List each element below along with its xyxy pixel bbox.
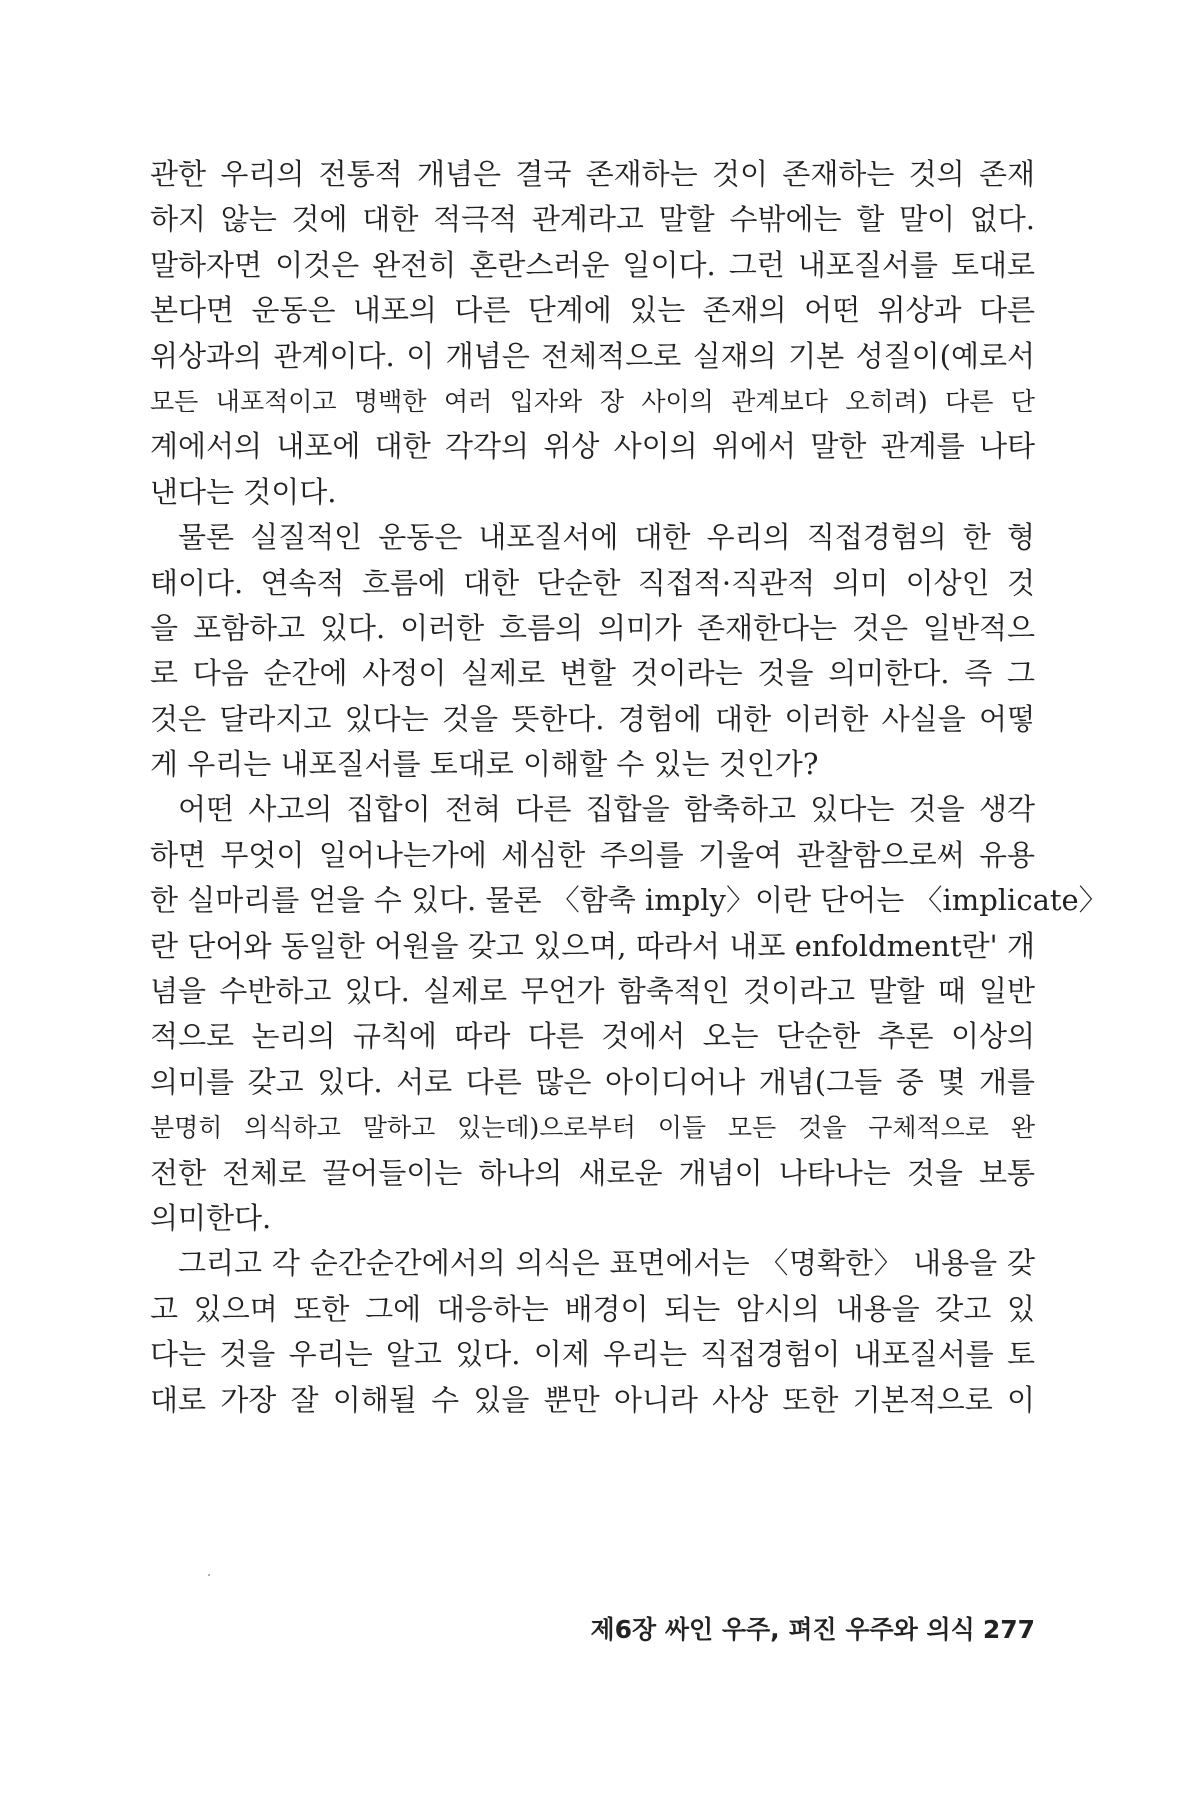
body-text (150, 152, 1108, 1423)
paragraph-start-line: 그리고 각 순간순간에서의 의식은 표면에서는 〈명확한〉 내용을 갖 (178, 1246, 1035, 1281)
text-line: 것은 달라지고 있다는 것을 뜻한다. 경험에 대한 이러한 사실을 어떻 (150, 701, 1035, 736)
text-line: 낸다는 것이다. (150, 474, 337, 509)
text-line: 한 실마리를 얻을 수 있다. 물론 〈함축 imply〉이란 단어는 〈implicate〉 (150, 883, 1108, 918)
page-number: 277 (982, 1615, 1035, 1644)
text-line: 대로 가장 잘 이해될 수 있을 뿐만 아니라 사상 또한 기본적으로 이 (150, 1382, 1035, 1417)
text-line: 계에서의 내포에 대한 각각의 위상 사이의 위에서 말한 관계를 나타 (150, 429, 1035, 464)
text-line: 게 우리는 내포질서를 토대로 이해할 수 있는 것인가? (150, 747, 819, 782)
text-line: 의미를 갖고 있다. 서로 다른 많은 아이디어나 개념(그들 중 몇 개를 (150, 1064, 1035, 1099)
text-line: 념을 수반하고 있다. 실제로 무언가 함축적인 것이라고 말할 때 일반 (150, 974, 1035, 1009)
running-head: 제6장 싸인 우주, 펴진 우주와 의식 (590, 1615, 975, 1644)
text-line: 본다면 운동은 내포의 다른 단계에 있는 존재의 어떤 위상과 다른 (150, 293, 1035, 328)
text-line: 을 포함하고 있다. 이러한 흐름의 의미가 존재한다는 것은 일반적으 (150, 610, 1035, 645)
text-line: 하면 무엇이 일어나는가에 세심한 주의를 기울여 관찰함으로써 유용 (150, 837, 1035, 872)
text-line: 적으로 논리의 규칙에 따라 다른 것에서 오는 단순한 추론 이상의 (150, 1019, 1035, 1054)
text-line: 태이다. 연속적 흐름에 대한 단순한 직접적·직관적 의미 이상인 것 (150, 565, 1035, 600)
text-line: 고 있으며 또한 그에 대응하는 배경이 되는 암시의 내용을 갖고 있 (150, 1291, 1035, 1326)
paragraph-start-line: 어떤 사고의 집합이 전혀 다른 집합을 함축하고 있다는 것을 생각 (178, 792, 1035, 827)
page-footer (590, 1610, 1035, 1646)
text-line: 로 다음 순간에 사정이 실제로 변할 것이라는 것을 의미한다. 즉 그 (150, 656, 1035, 691)
text-line: 분명히 의식하고 말하고 있는데)으로부터 이들 모든 것을 구체적으로 완 (150, 1113, 1035, 1143)
text-line: 모든 내포적이고 명백한 여러 입자와 장 사이의 관계보다 오히려) 다른 단 (150, 386, 1035, 416)
text-line: 하지 않는 것에 대한 적극적 관계라고 말할 수밖에는 할 말이 없다. (150, 202, 1035, 237)
text-line: 말하자면 이것은 완전히 혼란스러운 일이다. 그런 내포질서를 토대로 (150, 247, 1035, 282)
paragraph-start-line: 물론 실질적인 운동은 내포질서에 대한 우리의 직접경험의 한 형 (178, 520, 1035, 555)
text-line: 란 단어와 동일한 어원을 갖고 있으며, 따라서 내포 enfoldment란' 개 (150, 928, 1035, 963)
text-line: 전한 전체로 끌어들이는 하나의 새로운 개념이 나타나는 것을 보통 (150, 1155, 1035, 1190)
text-line: 위상과의 관계이다. 이 개념은 전체적으로 실재의 기본 성질이(예로서 (150, 338, 1035, 373)
scan-speck (208, 1574, 210, 1576)
text-line: 다는 것을 우리는 알고 있다. 이제 우리는 직접경험이 내포질서를 토 (150, 1337, 1035, 1372)
text-line: 관한 우리의 전통적 개념은 결국 존재하는 것이 존재하는 것의 존재 (150, 157, 1035, 191)
text-line: 의미한다. (150, 1200, 272, 1235)
